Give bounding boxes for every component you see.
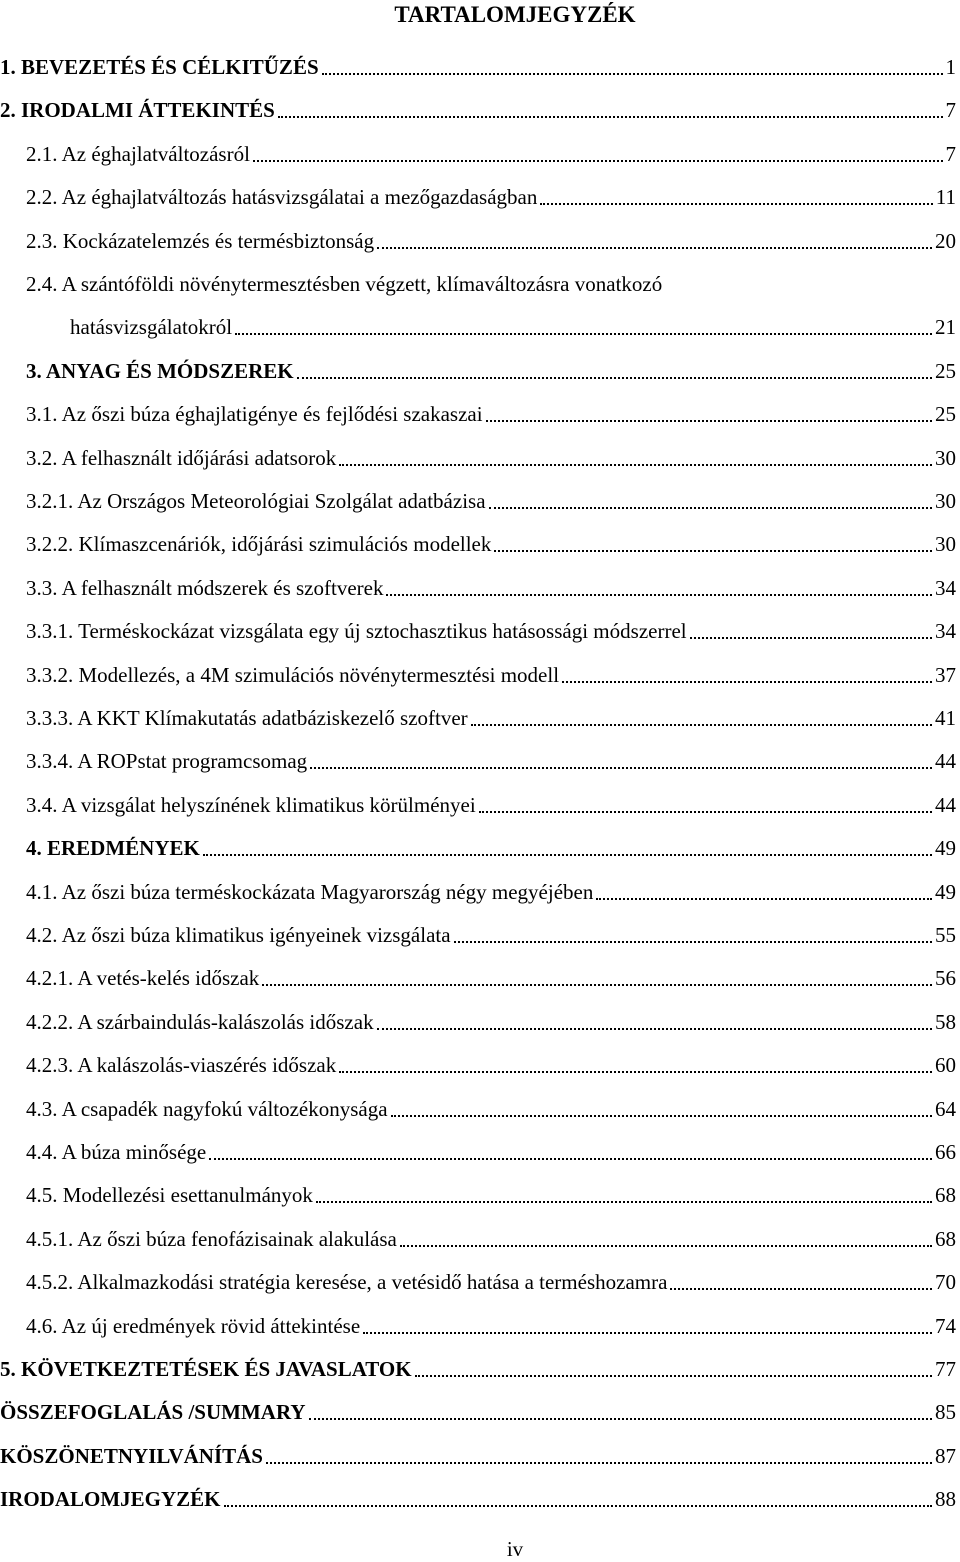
toc-entry-label: 4.5.2. Alkalmazkodási stratégia keresése, a vetésidő hatása a terméshozamra <box>26 1270 668 1295</box>
toc-entry[interactable] <box>0 614 956 644</box>
toc-entry[interactable] <box>0 1482 956 1512</box>
toc-entry-label: 3.2.1. Az Országos Meteorológiai Szolgálat adatbázisa <box>26 489 486 513</box>
toc-entry-label: 2.4. A szántóföldi növénytermesztésben végzett, klímaváltozásra vonatkozó <box>26 272 663 296</box>
toc-entry[interactable] <box>0 571 956 601</box>
toc-entry-page: 68 <box>935 1226 956 1251</box>
toc-entry-label: 3.3.4. A ROPstat programcsomag <box>26 749 308 774</box>
toc-entry[interactable] <box>0 93 956 123</box>
toc-entry-page: 21 <box>935 315 956 340</box>
toc-entry-page: 30 <box>935 532 956 557</box>
toc-entry-page: 55 <box>935 923 956 947</box>
toc-entry-page: 49 <box>935 879 956 904</box>
toc-leader-dots <box>454 940 932 943</box>
toc-entry-label: 2.1. Az éghajlatváltozásról <box>26 141 250 166</box>
toc-entry-page: 37 <box>935 662 956 687</box>
toc-entry-label: 2. IRODALMI ÁTTEKINTÉS <box>0 98 275 123</box>
toc-entry-label: 4.5. Modellezési esettanulmányok <box>26 1183 313 1208</box>
toc-leader-dots <box>690 636 932 639</box>
toc-title: TARTALOMJEGYZÉK <box>394 2 636 27</box>
toc-leader-dots <box>400 1244 932 1247</box>
toc-entry-label: 3.3. A felhasznált módszerek és szoftverek <box>26 575 384 600</box>
toc-entry[interactable] <box>0 701 956 731</box>
toc-entry-page: 44 <box>935 749 956 774</box>
toc-entry-page: 56 <box>935 966 956 991</box>
toc-entry[interactable] <box>0 441 956 471</box>
toc-entry-page: 7 <box>945 98 956 123</box>
toc-entry-label: 3.3.3. A KKT Klímakutatás adatbáziskezelő szoftver <box>26 706 468 730</box>
toc-leader-dots <box>209 1157 932 1160</box>
toc-leader-dots <box>316 1200 932 1203</box>
toc-leader-dots <box>377 246 932 249</box>
toc-entry[interactable] <box>0 744 956 774</box>
toc-entry-label: 4.6. Az új eredmények rövid áttekintése <box>26 1313 361 1338</box>
toc-entry[interactable] <box>0 484 956 514</box>
toc-entry[interactable] <box>0 831 956 861</box>
toc-entry[interactable] <box>0 918 956 948</box>
toc-entry[interactable] <box>0 1309 956 1339</box>
toc-entry-page: 66 <box>935 1140 956 1164</box>
toc-leader-dots <box>386 593 932 596</box>
page-number: iv <box>506 1537 524 1561</box>
toc-entry-page: 34 <box>935 575 956 600</box>
toc-leader-dots <box>235 332 932 335</box>
toc-entry[interactable] <box>0 527 956 557</box>
toc-entry-label: 4.4. A búza minősége <box>26 1140 207 1164</box>
toc-entry-label: 2.2. Az éghajlatváltozás hatásvizsgálatai a mezőgazdaságban <box>26 185 538 210</box>
toc-entry-label: 4.2. Az őszi búza klimatikus igényeinek vizsgálata <box>26 923 451 947</box>
toc-entry[interactable] <box>0 397 956 427</box>
toc-entry[interactable] <box>0 1352 956 1382</box>
toc-leader-dots <box>670 1287 932 1290</box>
toc-entry[interactable] <box>0 1178 956 1208</box>
toc-entry-page: 25 <box>935 402 956 427</box>
toc-entry-label: ÖSSZEFOGLALÁS /SUMMARY <box>0 1400 306 1425</box>
toc-leader-dots <box>322 72 943 75</box>
toc-entry-label: 5. KÖVETKEZTETÉSEK ÉS JAVASLATOK <box>0 1357 412 1381</box>
toc-leader-dots <box>562 680 932 683</box>
toc-entry-page: 1 <box>945 55 956 79</box>
toc-entry-label: 3.2.2. Klímaszcenáriók, időjárási szimulációs modellek <box>26 532 492 557</box>
toc-leader-dots <box>540 202 932 205</box>
toc-entry[interactable] <box>0 180 956 210</box>
toc-leader-dots <box>262 983 932 986</box>
toc-entry-page: 25 <box>935 358 956 383</box>
toc-entry-page: 68 <box>935 1183 956 1208</box>
toc-entry-page: 64 <box>935 1096 956 1121</box>
toc-entry[interactable] <box>0 875 956 905</box>
toc-leader-dots <box>479 810 932 813</box>
toc-entry[interactable] <box>0 137 956 167</box>
toc-leader-dots <box>224 1504 932 1507</box>
toc-leader-dots <box>297 376 932 379</box>
toc-entry[interactable] <box>0 788 956 818</box>
toc-entry-label: 2.3. Kockázatelemzés és termésbiztonság <box>26 228 375 253</box>
toc-leader-dots <box>377 1027 932 1030</box>
toc-entry-page: 44 <box>935 792 956 817</box>
toc-entry-page: 34 <box>935 619 956 644</box>
toc-entry-label: 4.5.1. Az őszi búza fenofázisainak alakulása <box>26 1226 397 1251</box>
toc-entry-page: 49 <box>935 836 956 861</box>
toc-entry[interactable] <box>0 1005 956 1035</box>
toc-leader-dots <box>310 766 932 769</box>
toc-entry-page: 60 <box>935 1053 956 1078</box>
toc-leader-dots <box>339 463 932 466</box>
toc-leader-dots <box>203 853 932 856</box>
toc-leader-dots <box>266 1461 932 1464</box>
toc-entry-label: 3.3.1. Terméskockázat vizsgálata egy új sztochasztikus hatásossági módszerrel <box>26 619 687 644</box>
toc-leader-dots <box>339 1070 932 1073</box>
toc-leader-dots <box>471 723 932 726</box>
toc-leader-dots <box>253 159 943 162</box>
toc-entry-label: 4.1. Az őszi búza terméskockázata Magyarország négy megyéjében <box>26 879 594 904</box>
toc-entry[interactable] <box>0 310 956 340</box>
toc-entry-label: hatásvizsgálatokról <box>70 315 233 340</box>
toc-entry[interactable] <box>0 1265 956 1295</box>
toc-entry-label: 3.3.2. Modellezés, a 4M szimulációs növénytermesztési modell <box>26 662 560 687</box>
toc-leader-dots <box>391 1114 932 1117</box>
toc-entry-label: 4.2.2. A szárbaindulás-kalászolás időszak <box>26 1009 374 1034</box>
toc-entry[interactable] <box>0 658 956 688</box>
toc-entry-page: 30 <box>935 489 956 513</box>
toc-entry-page: 85 <box>935 1400 956 1425</box>
toc-entry[interactable] <box>0 1048 956 1078</box>
toc-entry[interactable] <box>0 267 956 297</box>
toc-entry-label: 4. EREDMÉNYEK <box>26 836 200 861</box>
toc-entry-page: 88 <box>935 1487 956 1512</box>
toc-entry[interactable] <box>0 961 956 991</box>
toc-leader-dots <box>415 1374 932 1377</box>
toc-entry[interactable] <box>0 1222 956 1252</box>
toc-entry-label: 3.2. A felhasznált időjárási adatsorok <box>26 445 337 470</box>
toc-entry[interactable] <box>0 1135 956 1165</box>
toc-entry-label: 3.1. Az őszi búza éghajlatigénye és fejlődési szakaszai <box>26 402 483 427</box>
toc-entry-label: IRODALOMJEGYZÉK <box>0 1487 221 1512</box>
toc-entry[interactable] <box>0 50 956 80</box>
toc-entry-page: 11 <box>935 185 956 210</box>
toc-leader-dots <box>309 1417 932 1420</box>
toc-leader-dots <box>363 1331 932 1334</box>
toc-entry[interactable] <box>0 224 956 254</box>
toc-entry-label: 1. BEVEZETÉS ÉS CÉLKITŰZÉS <box>0 55 319 79</box>
toc-entry-label: 4.3. A csapadék nagyfokú változékonysága <box>26 1096 388 1121</box>
toc-entry-page: 7 <box>945 141 956 166</box>
toc-entry-label: 4.2.3. A kalászolás-viaszérés időszak <box>26 1053 337 1078</box>
toc-leader-dots <box>489 506 932 509</box>
toc-leader-dots <box>486 419 932 422</box>
toc-entry-page: 70 <box>935 1270 956 1295</box>
toc-entry-page: 20 <box>935 228 956 253</box>
toc-entry-page: 74 <box>935 1313 956 1338</box>
toc-leader-dots <box>494 549 932 552</box>
toc-entry[interactable] <box>0 1439 956 1469</box>
toc-entry-label: KÖSZÖNETNYILVÁNÍTÁS <box>0 1443 263 1468</box>
toc-entry[interactable] <box>0 354 956 384</box>
toc-entry[interactable] <box>0 1092 956 1122</box>
toc-entry-page: 58 <box>935 1009 956 1034</box>
toc-leader-dots <box>278 115 943 118</box>
toc-entry-page: 41 <box>935 706 956 730</box>
toc-entry-page: 30 <box>935 445 956 470</box>
toc-entry-label: 3. ANYAG ÉS MÓDSZEREK <box>26 358 294 383</box>
toc-entry-label: 4.2.1. A vetés-kelés időszak <box>26 966 260 991</box>
toc-entry-page: 87 <box>935 1443 956 1468</box>
toc-leader-dots <box>596 897 932 900</box>
toc-entry[interactable] <box>0 1395 956 1425</box>
toc-entry-page: 77 <box>935 1357 956 1381</box>
toc-entry-label: 3.4. A vizsgálat helyszínének klimatikus körülményei <box>26 792 476 817</box>
